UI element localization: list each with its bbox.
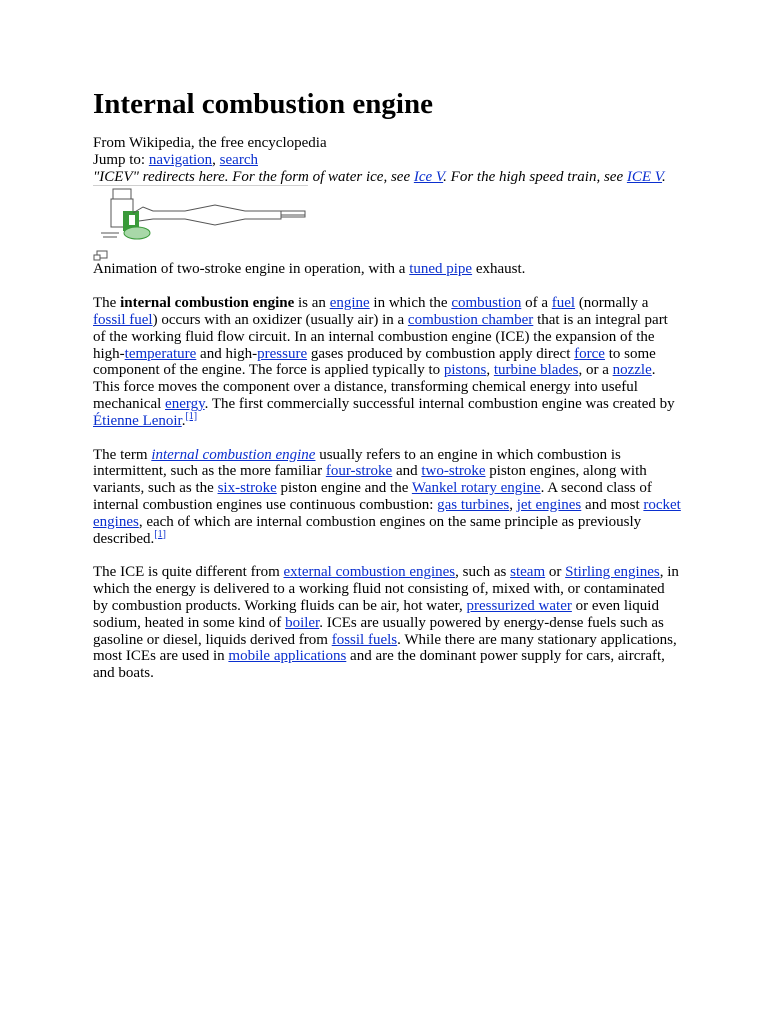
hatnote-text: .: [662, 168, 666, 185]
jump-prefix: Jump to:: [93, 151, 149, 168]
tuned-pipe-bottom: [139, 217, 281, 225]
link-pistons[interactable]: pistons: [443, 362, 487, 379]
hatnote-text: . For the high speed train, see: [443, 168, 627, 185]
two-stroke-engine-image[interactable]: [93, 185, 308, 253]
engine-animation-figure[interactable]: [93, 185, 308, 253]
ice-v-link[interactable]: Ice V: [413, 168, 444, 185]
link-pressurized-water[interactable]: pressurized water: [466, 597, 572, 614]
link-force[interactable]: force: [574, 345, 605, 362]
link-four-stroke[interactable]: four-stroke: [325, 463, 393, 480]
link-mobile-applications[interactable]: mobile applications: [228, 648, 347, 665]
tuned-pipe-link[interactable]: tuned pipe: [409, 261, 473, 278]
paragraph-intro: The internal combustion engine is an engine in which the combustion of a fuel (normally a fossil fuel) occurs with an oxidizer (usually air) in a combustion chamber that is an integral part of the working fluid flow circuit. In an internal combustion engine (ICE) the expansion of the high-temperature and high-pressure gases produced by combustion apply direct force to some component of the engine. The force is applied typically to pistons, turbine blades, or a nozzle. This force moves the component over a distance, transforming chemical energy into useful mechanical energy. The first commercially successful internal combustion engine was created by Étienne Lenoir.[1]: [93, 295, 675, 429]
tuned-pipe-top: [133, 205, 305, 217]
ice-v-train-link[interactable]: ICE V: [626, 168, 663, 185]
link-six-stroke[interactable]: six-stroke: [217, 480, 277, 497]
link-boiler[interactable]: boiler: [285, 614, 320, 631]
link-temperature[interactable]: temperature: [124, 345, 197, 362]
link-jet-engines[interactable]: jet engines: [516, 496, 582, 513]
link-two-stroke[interactable]: two-stroke: [421, 463, 486, 480]
caption-text: Animation of two-stroke engine in operation, with a: [93, 261, 410, 278]
link-external-combustion-engines[interactable]: external combustion engines: [283, 564, 456, 581]
bold-term: internal combustion engine: [120, 295, 295, 312]
crankcase: [124, 227, 150, 239]
search-link[interactable]: search: [219, 151, 258, 168]
paragraph-comparison: The ICE is quite different from external combustion engines, such as steam or Stirling engines, in which the energy is delivered to a working fluid not consisting of, mixed with, or contaminated by combustion products. Working fluids can be air, hot water, pressurized water or even liquid sodium, heated in some kind of boiler. ICEs are usually powered by energy-dense fuels such as gasoline or diesel, liquids derived from fossil fuels. While there are many stationary applications, most ICEs are used in mobile applications and are the dominant power supply for cars, aircraft, and boats.: [93, 564, 679, 682]
link-combustion[interactable]: combustion: [451, 295, 522, 312]
caption-text: exhaust.: [472, 261, 526, 278]
page-title: Internal combustion engine: [93, 88, 433, 120]
link-steam[interactable]: steam: [510, 564, 546, 581]
hatnote: [93, 169, 683, 186]
link-pressure[interactable]: pressure: [257, 345, 308, 362]
link-fuel[interactable]: fuel: [551, 295, 576, 312]
link-stirling-engines[interactable]: Stirling engines: [565, 564, 660, 581]
paragraph-term: The term internal combustion engine usually refers to an engine in which combustion is intermittent, such as the more familiar four-stroke and two-stroke piston engines, along with variants, such as the six-stroke piston engine and the Wankel rotary engine. A second class of internal combustion engines use continuous combustion: gas turbines, jet engines and most rocket engines, each of which are internal combustion engines on the same principle as previously described.[1]: [93, 446, 681, 547]
link-turbine-blades[interactable]: turbine blades: [493, 362, 579, 379]
link-energy[interactable]: energy: [165, 395, 205, 412]
link-rocket-engines[interactable]: rocket engines: [93, 496, 681, 530]
link-fossil-fuel[interactable]: fossil fuel: [93, 311, 153, 328]
link-internal-combustion-engine[interactable]: internal combustion engine: [151, 446, 316, 463]
article-content: [93, 86, 683, 682]
figure-caption: [93, 261, 683, 278]
link-wankel-rotary-engine[interactable]: Wankel rotary engine: [411, 480, 541, 497]
link-engine[interactable]: engine: [329, 295, 370, 312]
reference-link[interactable]: [1]: [154, 528, 166, 540]
hatnote-text: "ICEV" redirects here. For the form of water ice, see: [93, 168, 414, 185]
link-fossil-fuels[interactable]: fossil fuels: [331, 631, 398, 648]
link-nozzle[interactable]: nozzle: [612, 362, 652, 379]
link-gas-turbines[interactable]: gas turbines: [437, 496, 510, 513]
jump-separator: ,: [212, 151, 220, 168]
link-etienne-lenoir[interactable]: Étienne Lenoir: [93, 412, 182, 429]
site-subtitle: From Wikipedia, the free encyclopedia: [93, 135, 327, 151]
link-combustion-chamber[interactable]: combustion chamber: [407, 311, 534, 328]
reference-link[interactable]: [1]: [185, 410, 198, 422]
navigation-link[interactable]: navigation: [148, 151, 213, 168]
engine-cylinder: [111, 189, 139, 231]
jump-links: [93, 152, 683, 169]
